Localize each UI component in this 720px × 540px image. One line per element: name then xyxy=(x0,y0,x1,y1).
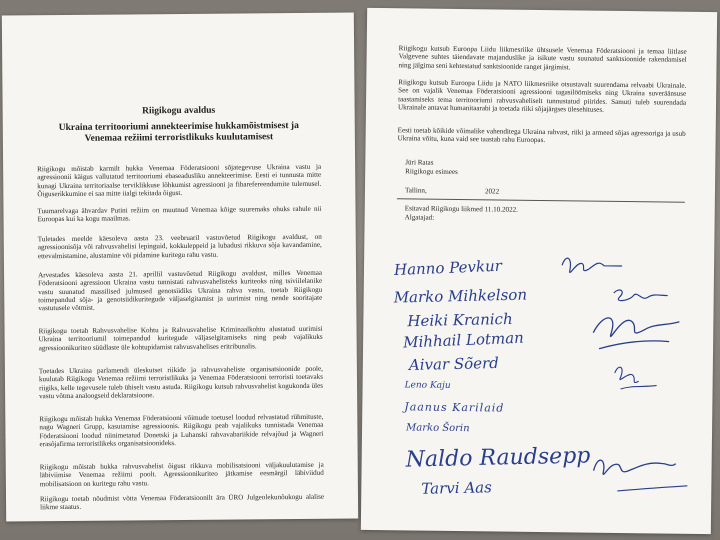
signature-scribble-2 xyxy=(614,290,668,301)
signature-scribble-1 xyxy=(562,258,622,273)
handwritten-name-7: Jaanus Karilaid xyxy=(404,400,505,415)
handwritten-name-2: Marko Mihkelson xyxy=(393,285,528,307)
left-paragraph-8: Riigikogu mõistab hukka rahvusvahelist õigust rikkuva mobilisatsiooni väljakuulutamise ja läbiviimise Venemaa režiimi poolt. Agressioonikuriteo jätkamise eesmärgil läbiviidud mobilisatsioon on kuritegu rahu vastu. xyxy=(39,460,324,488)
handwritten-name-10: Tarvi Aas xyxy=(421,478,493,498)
signatory-role: Riigikogu esimees xyxy=(405,167,458,177)
right-paragraph-2: Riigikogu kutsub Euroopa Liidu ja NATO liikmesriike otsustavalt suurendama relvaabi Ukrainale. See on vajalik Venemaa Föderatsiooni agressiooni tagasilöömiseks ning Ukraina suveräänsuse taastamiseks tema territooriumi rahvusvaheliselt tunnustatud piirides. Samuti tuleb suurendada Ukrainale antavat humanitaarabi ja toetada riiki sõjajärgses ülesehituses. xyxy=(397,78,687,114)
left-paragraph-1: Riigikogu mõistab karmilt hukka Venemaa Föderatsiooni sõjategevuse Ukraina vastu ja agressioonii käigus vallutatud territooriumi ebaseadusliku annekteerimise. Eesti ei tunnusta mitte kunagi Ukraina territoriaalse terviklikkuse lõhkumist agressiooni ja fibarefereendumite tulemusel. Õiguserikkumine ei saa mitte iialgi tekitada õigust. xyxy=(37,162,322,199)
signature-scribble-5 xyxy=(594,460,676,475)
place-date: Tallinn, xyxy=(404,186,427,195)
signatory-name: Jüri Ratas xyxy=(405,158,434,167)
handwritten-name-8: Marko Šorin xyxy=(406,422,470,435)
handwritten-name-1: Hanno Pevkur xyxy=(393,256,503,280)
submitters-line: Esitavad Riigikogu liikmed 11.10.2022. xyxy=(404,204,519,214)
left-paragraph-4: Arvestades käesoleva aasta 21. aprillil vastuvõetud Riigikogu avaldust, milles Venemaa Föderatsiooni agressioon Ukraina vastu tunnistati rahvusvahelisteks kuriteoks ning tsiviilelanike vastu suunatud massilised julmused genotsiidiks Ukraina rahva vastu, toetab Riigikogu toimepandud sõja- ja genotsiidikuritegude väljaselgitamist ja uurimist ning nende sooritajate vastutusele võtmist. xyxy=(38,268,323,313)
left-page xyxy=(2,12,358,521)
left-paragraph-9: Riigikogu toetab nõudmist võtta Venemaa Föderatsioonilt ära ÜRO Julgeolekunõukogu alalise liikme staatus. xyxy=(39,492,325,512)
signature-scribble-4 xyxy=(615,367,657,389)
signature-scribble-6 xyxy=(617,485,687,492)
handwritten-name-9: Naldo Raudsepp xyxy=(405,443,591,473)
left-paragraph-6: Toetades Ukraina parlamendi üleskutset riikide ja rahvusvaheliste organisatsioonide poole, kuulutab Riigikogu Venemaa režiimi terroristlikuks ja Venemaa Föderatsiooni terroristi toetavaks riigiks, kelle tegevusele tuleb ühiselt vastu astuda. Riigikogu kutsub rahvusvahelist kogukonda üles vastu võtma analoogseid deklaratsioone. xyxy=(38,364,324,401)
signature-strokes xyxy=(361,8,717,534)
left-paragraph-5: Riigikogu toetab Rahvusvahelise Kohtu ja Rahvusvahelise Kriminaalkohtu alustatud uurimisi Ukraina territooriumil toimepandud kuritegude väljaselgitamiseks ning peab vajalikuks agressioonikuriteo süüdlaste üle kohtupidamist rahvusvahelises eritribunalis. xyxy=(38,324,323,352)
handwritten-name-3: Heiki Kranich xyxy=(407,309,513,331)
handwritten-name-4: Mihhail Lotman xyxy=(402,328,525,352)
handwritten-name-5: Aivar Sõerd xyxy=(408,353,500,374)
right-page xyxy=(361,8,717,534)
year: 2022 xyxy=(484,187,500,196)
right-paragraph-3: Eesti toetab kõikide võimalike vahenditega Ukraina rahvast, riiki ja armeed sõjas agressoriga ja usub Ukraina võitu, kuna vaid see taastab rahu Euroopas. xyxy=(397,126,686,145)
left-paragraph-7: Riigikogu mõistab hukka Venemaa Föderatsiooni võimude toetusel loodud relvastatud rühmituste, nagu Wagneri Grupp, kasutamise agressioonis. Riigikogu peab vajalikuks tunnistada Venemaa Föderatsiooni loodud niinimetatud Donetski ja Luhanski rahvavabariikide relvajõud ja Wagneri erasõjafirma terroristlikeks organisatsioonideks. xyxy=(39,412,324,449)
handwritten-name-6: Leno Kaju xyxy=(404,380,451,391)
signed-label: Algatajad: xyxy=(404,213,435,222)
left-paragraph-3: Tuletades meelde käesoleva aasta 23. veebruaril vastuvõetud Riigikogu avaldust, on agressioonisõja või rahvusvahelisi lepinguid, kokkuleppeid ja lubadusi rikkuva sõja kavandamine, ettevalmistamine, alustamine või pidamine kuritegu rahu vastu. xyxy=(37,232,322,260)
document-title: Riigikogu avaldus xyxy=(142,105,216,117)
document-subtitle: Ukraina territooriumi annekteerimise hukkamõistmisest ja Venemaa režiimi terroristlikuks kuulutamisest xyxy=(58,120,299,144)
signature-scribble-3 xyxy=(593,318,679,350)
left-paragraph-2: Tuumarelvaga ähvardav Putini režiim on muutnud Venemaa kõige suuremaks ohuks rahule nii Euroopas kui ka kogu maailmas. xyxy=(37,204,322,224)
right-paragraph-1: Riigikogu kutsub Euroopa Liidu liikmesriike ühtsusele Venemaa Föderatsiooni ja temaa liitlase Valgevene suhtes täiendavate majanduslike ja isikute vastu suunatud sanktsioonide rakendamisel ning jälgima seni kehtestatud sanktsioonide ranget järgimist. xyxy=(398,44,687,71)
